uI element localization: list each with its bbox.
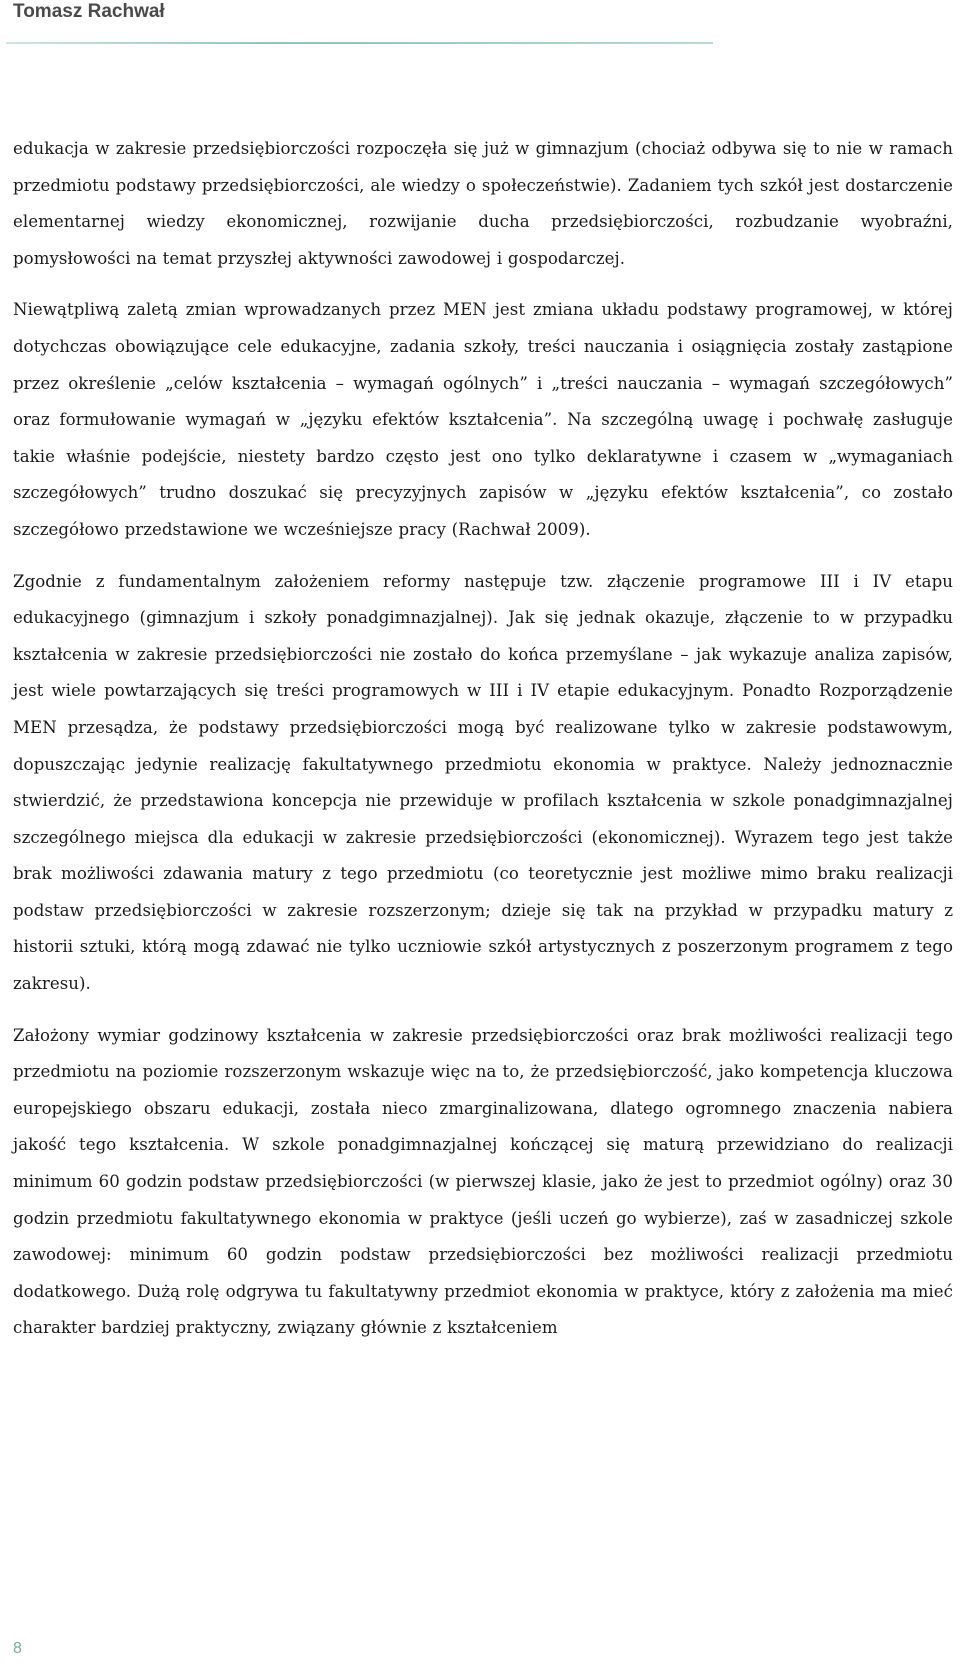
author-name: Tomasz Rachwał [13, 1, 165, 22]
document-body [13, 131, 953, 1362]
paragraph: Niewątpliwą zaletą zmian wprowadzanych przez MEN jest zmiana układu podstawy programowej, w której dotychczas obowiązujące cele edukacyjne, zadania szkoły, treści nauczania i osiągnięcia zostały zastąpione przez określenie „celów kształcenia – wymagań ogólnych” i „treści nauczania – wymagań szczegółowych” oraz formułowanie wymagań w „języku efektów kształcenia”. Na szczególną uwagę i pochwałę zasługuje takie właśnie podejście, niestety bardzo często jest ono tylko deklaratywne i czasem w „wymaganiach szczegółowych” trudno doszukać się precyzyjnych zapisów w „języku efektów kształcenia”, co zostało szczegółowo przedstawione we wcześniejsze pracy (Rachwał 2009). [13, 300, 953, 539]
page-header [13, 0, 713, 24]
paragraph: Założony wymiar godzinowy kształcenia w zakresie przedsiębiorczości oraz brak możliwości realizacji tego przedmiotu na poziomie rozszerzonym wskazuje więc na to, że przedsiębiorczość, jako kompetencja kluczowa europejskiego obszaru edukacji, została nieco zmarginalizowana, dlatego ogromnego znaczenia nabiera jakość tego kształcenia. W szkole ponadgimnazjalnej kończącej się maturą przewidziano do realizacji minimum 60 godzin podstaw przedsiębiorczości (w pierwszej klasie, jako że jest to przedmiot ogólny) oraz 30 godzin przedmiotu fakultatywnego ekonomia w praktyce (jeśli uczeń go wybierze), zaś w zasadniczej szkole zawodowej: minimum 60 godzin podstaw przedsiębiorczości bez możliwości realizacji przedmiotu dodatkowego. Dużą rolę odgrywa tu fakultatywny przedmiot ekonomia w praktyce, który z założenia ma mieć charakter bardziej praktyczny, związany głównie z kształceniem [13, 1025, 953, 1338]
paragraph: Zgodnie z fundamentalnym założeniem reformy następuje tzw. złączenie programowe III i IV etapu edukacyjnego (gimnazjum i szkoły ponadgimnazjalnej). Jak się jednak okazuje, złączenie to w przypadku kształcenia w zakresie przedsiębiorczości nie zostało do końca przemyślane – jak wykazuje analiza zapisów, jest wiele powtarzających się treści programowych w III i IV etapie edukacyjnym. Ponadto Rozporządzenie MEN przesądza, że podstawy przedsiębiorczości mogą być realizowane tylko w zakresie podstawowym, dopuszczając jedynie realizację fakultatywnego przedmiotu ekonomia w praktyce. Należy jednoznacznie stwierdzić, że przedstawiona koncepcja nie przewiduje w profilach kształcenia w szkole ponadgimnazjalnej szczególnego miejsca dla edukacji w zakresie przedsiębiorczości (ekonomicznej). Wyrazem tego jest także brak możliwości zdawania matury z tego przedmiotu (co teoretycznie jest możliwe mimo braku realizacji podstaw przedsiębiorczości w zakresie rozszerzonym; dzieje się tak na przykład w przypadku matury z historii sztuki, którą mogą zdawać nie tylko uczniowie szkół artystycznych z poszerzonym programem z tego zakresu). [13, 571, 953, 994]
page-number: 8 [13, 1640, 22, 1657]
paragraph: edukacja w zakresie przedsiębiorczości rozpoczęła się już w gimnazjum (chociaż odbywa się to nie w ramach przedmiotu podstawy przedsiębiorczości, ale wiedzy o społeczeństwie). Zadaniem tych szkół jest dostarczenie elementarnej wiedzy ekonomicznej, rozwijanie ducha przedsiębiorczości, rozbudzanie wyobraźni, pomysłowości na temat przyszłej aktywności zawodowej i gospodarczej. [13, 139, 953, 268]
header-divider [6, 42, 713, 44]
